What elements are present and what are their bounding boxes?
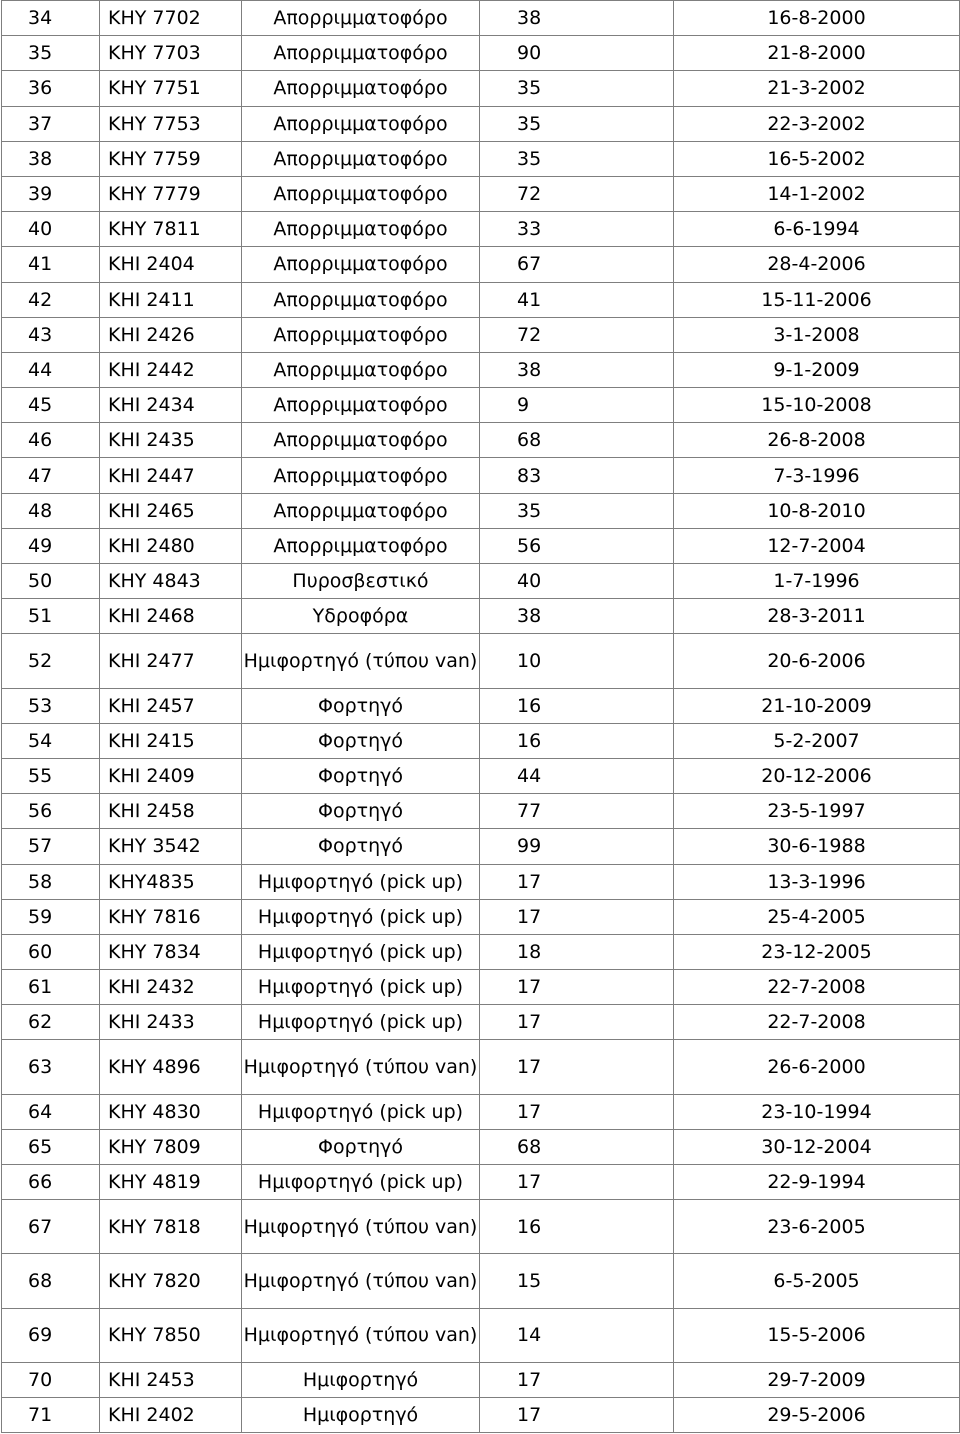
registration-date-cell: 20-12-2006	[674, 758, 960, 793]
table-row	[2, 36, 960, 71]
vehicle-type-cell: Απορριμματοφόρο	[242, 458, 480, 493]
table-row	[2, 247, 960, 282]
plate-cell: ΚΗΥ4835	[100, 864, 242, 899]
vehicle-type-cell: Απορριμματοφόρο	[242, 423, 480, 458]
row-number-cell: 57	[2, 829, 100, 864]
row-number-cell: 36	[2, 71, 100, 106]
capacity-cell: 9	[480, 388, 674, 423]
row-number-cell: 34	[2, 1, 100, 36]
table-row	[2, 493, 960, 528]
plate-cell: ΚΗΥ 4830	[100, 1094, 242, 1129]
vehicle-type-cell: Ημιφορτηγό (τύπου van)	[242, 1308, 480, 1362]
table-row	[2, 723, 960, 758]
plate-cell: ΚΗΙ 2404	[100, 247, 242, 282]
table-row	[2, 212, 960, 247]
vehicle-type-cell: Ημιφορτηγό (pick up)	[242, 970, 480, 1005]
capacity-cell: 17	[480, 970, 674, 1005]
table-row	[2, 176, 960, 211]
table-row	[2, 282, 960, 317]
vehicle-table-body	[2, 1, 960, 1433]
table-row	[2, 758, 960, 793]
table-row	[2, 423, 960, 458]
capacity-cell: 33	[480, 212, 674, 247]
capacity-cell: 41	[480, 282, 674, 317]
table-row	[2, 1165, 960, 1200]
registration-date-cell: 22-9-1994	[674, 1165, 960, 1200]
registration-date-cell: 26-8-2008	[674, 423, 960, 458]
registration-date-cell: 29-7-2009	[674, 1362, 960, 1397]
vehicle-type-cell: Ημιφορτηγό	[242, 1397, 480, 1432]
row-number-cell: 63	[2, 1040, 100, 1094]
vehicle-type-cell: Απορριμματοφόρο	[242, 176, 480, 211]
table-row	[2, 1, 960, 36]
registration-date-cell: 15-10-2008	[674, 388, 960, 423]
plate-cell: ΚΗΥ 3542	[100, 829, 242, 864]
plate-cell: ΚΗΥ 7816	[100, 899, 242, 934]
row-number-cell: 41	[2, 247, 100, 282]
table-row	[2, 564, 960, 599]
registration-date-cell: 21-8-2000	[674, 36, 960, 71]
row-number-cell: 61	[2, 970, 100, 1005]
table-row	[2, 141, 960, 176]
capacity-cell: 17	[480, 1005, 674, 1040]
capacity-cell: 17	[480, 1040, 674, 1094]
capacity-cell: 72	[480, 176, 674, 211]
table-row	[2, 317, 960, 352]
vehicle-type-cell: Απορριμματοφόρο	[242, 71, 480, 106]
row-number-cell: 66	[2, 1165, 100, 1200]
vehicle-type-cell: Φορτηγό	[242, 794, 480, 829]
table-row	[2, 794, 960, 829]
table-row	[2, 1254, 960, 1308]
table-row	[2, 899, 960, 934]
table-row	[2, 934, 960, 969]
vehicle-type-cell: Ημιφορτηγό (pick up)	[242, 1094, 480, 1129]
registration-date-cell: 25-4-2005	[674, 899, 960, 934]
registration-date-cell: 22-3-2002	[674, 106, 960, 141]
registration-date-cell: 7-3-1996	[674, 458, 960, 493]
registration-date-cell: 29-5-2006	[674, 1397, 960, 1432]
row-number-cell: 58	[2, 864, 100, 899]
row-number-cell: 46	[2, 423, 100, 458]
row-number-cell: 53	[2, 688, 100, 723]
vehicle-type-cell: Απορριμματοφόρο	[242, 1, 480, 36]
capacity-cell: 17	[480, 1362, 674, 1397]
registration-date-cell: 15-5-2006	[674, 1308, 960, 1362]
vehicle-type-cell: Ημιφορτηγό (pick up)	[242, 1165, 480, 1200]
plate-cell: ΚΗΥ 7753	[100, 106, 242, 141]
row-number-cell: 39	[2, 176, 100, 211]
vehicle-table	[1, 0, 960, 1433]
table-row	[2, 970, 960, 1005]
vehicle-type-cell: Φορτηγό	[242, 1129, 480, 1164]
registration-date-cell: 23-10-1994	[674, 1094, 960, 1129]
registration-date-cell: 3-1-2008	[674, 317, 960, 352]
vehicle-type-cell: Απορριμματοφόρο	[242, 493, 480, 528]
plate-cell: ΚΗΙ 2447	[100, 458, 242, 493]
row-number-cell: 38	[2, 141, 100, 176]
vehicle-type-cell: Ημιφορτηγό (pick up)	[242, 1005, 480, 1040]
registration-date-cell: 6-5-2005	[674, 1254, 960, 1308]
row-number-cell: 50	[2, 564, 100, 599]
row-number-cell: 51	[2, 599, 100, 634]
capacity-cell: 38	[480, 1, 674, 36]
registration-date-cell: 20-6-2006	[674, 634, 960, 688]
plate-cell: ΚΗΥ 7702	[100, 1, 242, 36]
table-row	[2, 864, 960, 899]
plate-cell: ΚΗΥ 7703	[100, 36, 242, 71]
capacity-cell: 17	[480, 1165, 674, 1200]
vehicle-type-cell: Ημιφορτηγό	[242, 1362, 480, 1397]
vehicle-type-cell: Απορριμματοφόρο	[242, 106, 480, 141]
plate-cell: ΚΗΙ 2409	[100, 758, 242, 793]
table-row	[2, 1362, 960, 1397]
table-row	[2, 106, 960, 141]
plate-cell: ΚΗΥ 7850	[100, 1308, 242, 1362]
plate-cell: ΚΗΙ 2480	[100, 528, 242, 563]
capacity-cell: 16	[480, 723, 674, 758]
table-row	[2, 1129, 960, 1164]
registration-date-cell: 10-8-2010	[674, 493, 960, 528]
capacity-cell: 18	[480, 934, 674, 969]
registration-date-cell: 5-2-2007	[674, 723, 960, 758]
plate-cell: ΚΗΙ 2442	[100, 352, 242, 387]
vehicle-type-cell: Φορτηγό	[242, 723, 480, 758]
row-number-cell: 67	[2, 1200, 100, 1254]
row-number-cell: 69	[2, 1308, 100, 1362]
capacity-cell: 72	[480, 317, 674, 352]
capacity-cell: 16	[480, 688, 674, 723]
capacity-cell: 17	[480, 864, 674, 899]
row-number-cell: 65	[2, 1129, 100, 1164]
row-number-cell: 49	[2, 528, 100, 563]
plate-cell: ΚΗΥ 7811	[100, 212, 242, 247]
table-row	[2, 528, 960, 563]
capacity-cell: 77	[480, 794, 674, 829]
plate-cell: ΚΗΙ 2415	[100, 723, 242, 758]
capacity-cell: 99	[480, 829, 674, 864]
capacity-cell: 17	[480, 899, 674, 934]
row-number-cell: 37	[2, 106, 100, 141]
registration-date-cell: 23-12-2005	[674, 934, 960, 969]
registration-date-cell: 16-8-2000	[674, 1, 960, 36]
plate-cell: ΚΗΙ 2468	[100, 599, 242, 634]
row-number-cell: 35	[2, 36, 100, 71]
row-number-cell: 48	[2, 493, 100, 528]
plate-cell: ΚΗΥ 7820	[100, 1254, 242, 1308]
vehicle-type-cell: Απορριμματοφόρο	[242, 388, 480, 423]
plate-cell: ΚΗΙ 2411	[100, 282, 242, 317]
row-number-cell: 40	[2, 212, 100, 247]
vehicle-type-cell: Ημιφορτηγό (pick up)	[242, 934, 480, 969]
vehicle-type-cell: Ημιφορτηγό (τύπου van)	[242, 1200, 480, 1254]
row-number-cell: 68	[2, 1254, 100, 1308]
registration-date-cell: 15-11-2006	[674, 282, 960, 317]
plate-cell: ΚΗΥ 4843	[100, 564, 242, 599]
vehicle-type-cell: Απορριμματοφόρο	[242, 317, 480, 352]
vehicle-type-cell: Πυροσβεστικό	[242, 564, 480, 599]
table-row	[2, 1040, 960, 1094]
registration-date-cell: 9-1-2009	[674, 352, 960, 387]
table-row	[2, 599, 960, 634]
plate-cell: ΚΗΙ 2465	[100, 493, 242, 528]
table-row	[2, 829, 960, 864]
vehicle-type-cell: Απορριμματοφόρο	[242, 141, 480, 176]
registration-date-cell: 21-3-2002	[674, 71, 960, 106]
capacity-cell: 68	[480, 1129, 674, 1164]
capacity-cell: 67	[480, 247, 674, 282]
plate-cell: ΚΗΙ 2477	[100, 634, 242, 688]
registration-date-cell: 14-1-2002	[674, 176, 960, 211]
registration-date-cell: 28-3-2011	[674, 599, 960, 634]
plate-cell: ΚΗΥ 7759	[100, 141, 242, 176]
registration-date-cell: 23-5-1997	[674, 794, 960, 829]
vehicle-type-cell: Ημιφορτηγό (τύπου van)	[242, 634, 480, 688]
plate-cell: ΚΗΙ 2402	[100, 1397, 242, 1432]
row-number-cell: 54	[2, 723, 100, 758]
vehicle-type-cell: Απορριμματοφόρο	[242, 352, 480, 387]
vehicle-type-cell: Απορριμματοφόρο	[242, 282, 480, 317]
plate-cell: ΚΗΙ 2453	[100, 1362, 242, 1397]
row-number-cell: 52	[2, 634, 100, 688]
registration-date-cell: 30-12-2004	[674, 1129, 960, 1164]
vehicle-type-cell: Ημιφορτηγό (τύπου van)	[242, 1040, 480, 1094]
registration-date-cell: 12-7-2004	[674, 528, 960, 563]
table-row	[2, 1397, 960, 1432]
plate-cell: ΚΗΙ 2433	[100, 1005, 242, 1040]
table-row	[2, 1094, 960, 1129]
registration-date-cell: 28-4-2006	[674, 247, 960, 282]
capacity-cell: 16	[480, 1200, 674, 1254]
registration-date-cell: 13-3-1996	[674, 864, 960, 899]
capacity-cell: 38	[480, 599, 674, 634]
capacity-cell: 17	[480, 1094, 674, 1129]
vehicle-type-cell: Υδροφόρα	[242, 599, 480, 634]
row-number-cell: 59	[2, 899, 100, 934]
row-number-cell: 64	[2, 1094, 100, 1129]
table-row	[2, 688, 960, 723]
plate-cell: ΚΗΙ 2457	[100, 688, 242, 723]
capacity-cell: 56	[480, 528, 674, 563]
plate-cell: ΚΗΥ 7751	[100, 71, 242, 106]
vehicle-type-cell: Απορριμματοφόρο	[242, 36, 480, 71]
plate-cell: ΚΗΙ 2432	[100, 970, 242, 1005]
row-number-cell: 45	[2, 388, 100, 423]
row-number-cell: 47	[2, 458, 100, 493]
table-row	[2, 1005, 960, 1040]
plate-cell: ΚΗΙ 2435	[100, 423, 242, 458]
plate-cell: ΚΗΙ 2458	[100, 794, 242, 829]
row-number-cell: 42	[2, 282, 100, 317]
vehicle-type-cell: Ημιφορτηγό (pick up)	[242, 899, 480, 934]
row-number-cell: 70	[2, 1362, 100, 1397]
registration-date-cell: 23-6-2005	[674, 1200, 960, 1254]
row-number-cell: 62	[2, 1005, 100, 1040]
row-number-cell: 71	[2, 1397, 100, 1432]
registration-date-cell: 21-10-2009	[674, 688, 960, 723]
vehicle-type-cell: Απορριμματοφόρο	[242, 247, 480, 282]
registration-date-cell: 22-7-2008	[674, 970, 960, 1005]
capacity-cell: 35	[480, 71, 674, 106]
capacity-cell: 17	[480, 1397, 674, 1432]
registration-date-cell: 1-7-1996	[674, 564, 960, 599]
plate-cell: ΚΗΙ 2426	[100, 317, 242, 352]
registration-date-cell: 26-6-2000	[674, 1040, 960, 1094]
capacity-cell: 68	[480, 423, 674, 458]
plate-cell: ΚΗΥ 7818	[100, 1200, 242, 1254]
row-number-cell: 56	[2, 794, 100, 829]
table-row	[2, 1308, 960, 1362]
vehicle-type-cell: Φορτηγό	[242, 688, 480, 723]
table-row	[2, 1200, 960, 1254]
row-number-cell: 43	[2, 317, 100, 352]
plate-cell: ΚΗΥ 4896	[100, 1040, 242, 1094]
capacity-cell: 44	[480, 758, 674, 793]
plate-cell: ΚΗΥ 4819	[100, 1165, 242, 1200]
capacity-cell: 38	[480, 352, 674, 387]
capacity-cell: 40	[480, 564, 674, 599]
vehicle-type-cell: Φορτηγό	[242, 758, 480, 793]
capacity-cell: 15	[480, 1254, 674, 1308]
plate-cell: ΚΗΥ 7834	[100, 934, 242, 969]
table-row	[2, 634, 960, 688]
table-row	[2, 388, 960, 423]
capacity-cell: 14	[480, 1308, 674, 1362]
row-number-cell: 44	[2, 352, 100, 387]
plate-cell: ΚΗΙ 2434	[100, 388, 242, 423]
vehicle-type-cell: Φορτηγό	[242, 829, 480, 864]
row-number-cell: 55	[2, 758, 100, 793]
capacity-cell: 90	[480, 36, 674, 71]
capacity-cell: 35	[480, 493, 674, 528]
plate-cell: ΚΗΥ 7809	[100, 1129, 242, 1164]
capacity-cell: 83	[480, 458, 674, 493]
plate-cell: ΚΗΥ 7779	[100, 176, 242, 211]
table-row	[2, 352, 960, 387]
vehicle-type-cell: Απορριμματοφόρο	[242, 212, 480, 247]
registration-date-cell: 30-6-1988	[674, 829, 960, 864]
registration-date-cell: 22-7-2008	[674, 1005, 960, 1040]
capacity-cell: 35	[480, 141, 674, 176]
capacity-cell: 10	[480, 634, 674, 688]
registration-date-cell: 6-6-1994	[674, 212, 960, 247]
vehicle-type-cell: Απορριμματοφόρο	[242, 528, 480, 563]
row-number-cell: 60	[2, 934, 100, 969]
capacity-cell: 35	[480, 106, 674, 141]
vehicle-type-cell: Ημιφορτηγό (τύπου van)	[242, 1254, 480, 1308]
registration-date-cell: 16-5-2002	[674, 141, 960, 176]
table-row	[2, 71, 960, 106]
vehicle-type-cell: Ημιφορτηγό (pick up)	[242, 864, 480, 899]
table-row	[2, 458, 960, 493]
